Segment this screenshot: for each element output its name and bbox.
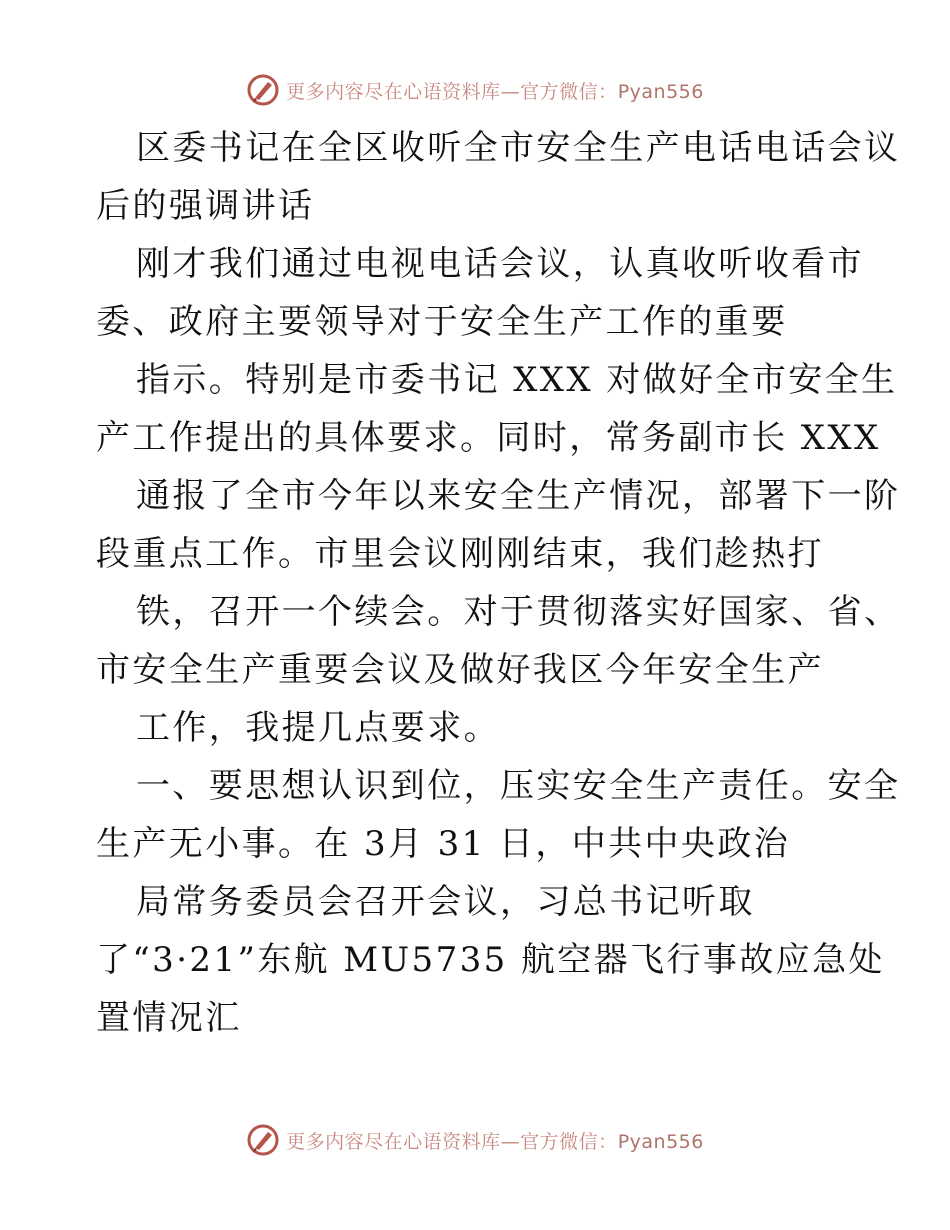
header-watermark-text: 更多内容尽在心语资料库—官方微信：Pyan556 [286,80,704,103]
doc-line-12: 一、要思想认识到位，压实安全生产责任。安全 [136,766,901,806]
doc-line-1: 区委书记在全区收听全市安全生产电话电话会议 [136,128,901,168]
doc-line-3: 刚才我们通过电视电话会议，认真收听收看市 [136,244,864,284]
header-watermark-inner [246,73,704,107]
doc-line-6: 产工作提出的具体要求。同时，常务副市长 XXX [96,418,881,458]
doc-line-9: 铁，召开一个续会。对于贯彻落实好国家、省、 [136,592,901,632]
doc-line-7: 通报了全市今年以来安全生产情况，部署下一阶 [136,476,901,516]
doc-line-5: 指示。特别是市委书记 XXX 对做好全市安全生 [136,360,898,400]
doc-line-8: 段重点工作。市里会议刚刚结束，我们趁热打 [96,534,824,574]
footer-watermark [0,1120,950,1160]
doc-line-11: 工作，我提几点要求。 [136,708,500,748]
pen-logo-icon [246,73,280,107]
doc-line-10: 市安全生产重要会议及做好我区今年安全生产 [96,650,824,690]
header-watermark [0,70,950,110]
doc-line-13: 生产无小事。在 3月 31 日，中共中央政治 [96,824,791,864]
pen-logo-icon [246,1123,280,1157]
footer-watermark-text: 更多内容尽在心语资料库—官方微信：Pyan556 [286,1130,704,1153]
doc-line-2: 后的强调讲话 [96,186,315,226]
footer-watermark-inner [246,1123,704,1157]
doc-line-4: 委、政府主要领导对于安全生产工作的重要 [96,302,788,342]
doc-line-15: 了“3·21”东航 MU5735 航空器飞行事故应急处 [96,940,885,980]
doc-line-16: 置情况汇 [96,998,242,1038]
doc-line-14: 局常务委员会召开会议，习总书记听取 [136,882,755,922]
